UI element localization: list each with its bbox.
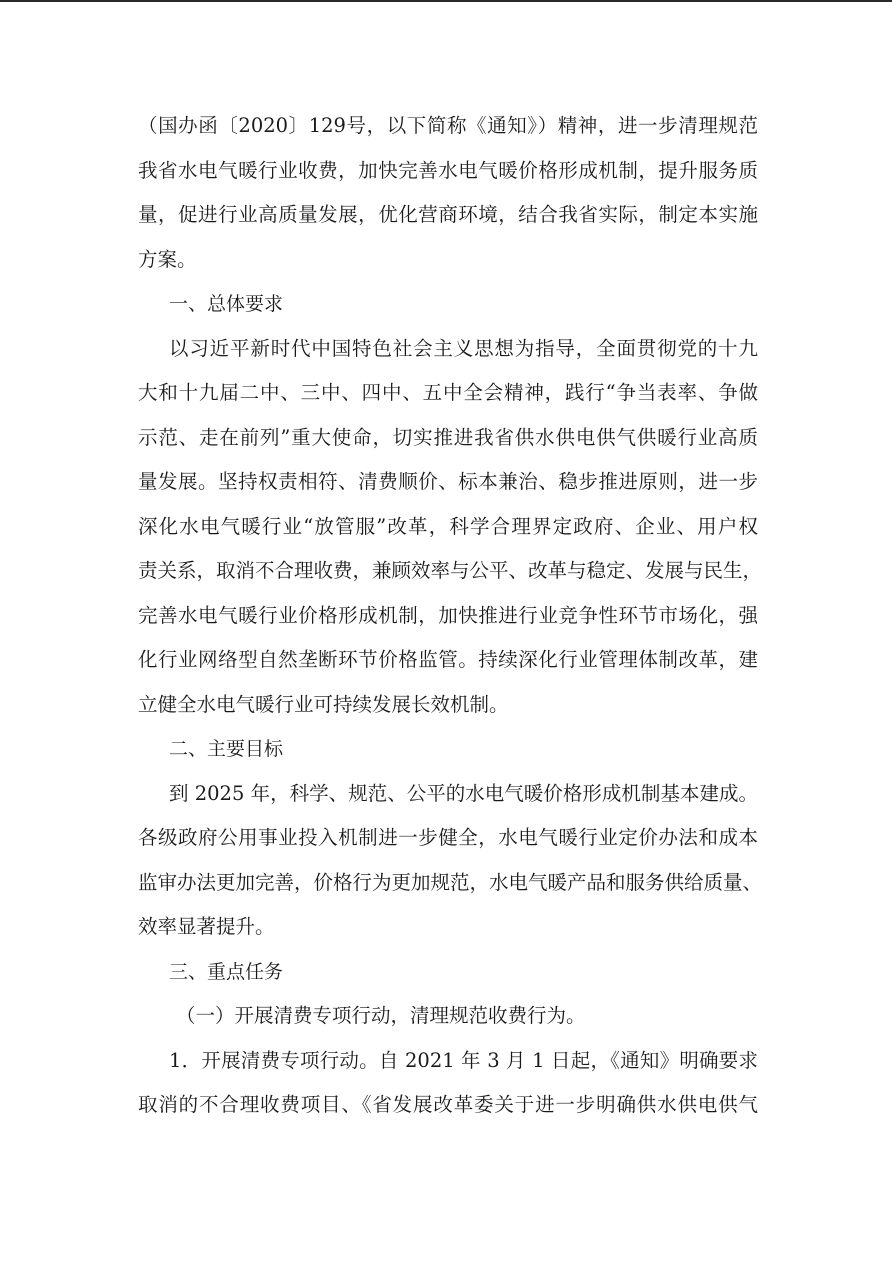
general-requirements-paragraph-line: 量发展。坚持权责相符、清费顺价、标本兼治、稳步推进原则，进一步 — [138, 470, 758, 493]
subsection-heading-fee-cleanup: （一）开展清费专项行动，清理规范收费行为。 — [176, 1004, 586, 1027]
document-page — [138, 104, 763, 1128]
key-tasks-paragraph-line: 1．开展清费专项行动。自 2021 年 3 月 1 日起，《通知》明确要求 — [169, 1048, 758, 1072]
intro-paragraph-line: 量，促进行业高质量发展，优化营商环境，结合我省实际，制定本实施 — [138, 203, 758, 226]
main-goals-paragraph-line: 效率显著提升。 — [138, 915, 275, 938]
section-heading-main-goals: 二、主要目标 — [169, 738, 284, 760]
general-requirements-paragraph-line: 责关系，取消不合理收费，兼顾效率与公平、改革与稳定、发展与民生， — [138, 559, 763, 582]
general-requirements-paragraph-line: 化行业网络型自然垄断环节价格监管。持续深化行业管理体制改革，建 — [138, 648, 758, 671]
main-goals-paragraph-line: 各级政府公用事业投入机制进一步健全，水电气暖行业定价办法和成本 — [138, 826, 758, 849]
key-tasks-paragraph-line: 取消的不合理收费项目、《省发展改革委关于进一步明确供水供电供气 — [138, 1093, 758, 1116]
main-goals-paragraph-line: 到 2025 年，科学、规范、公平的水电气暖价格形成机制基本建成。 — [169, 781, 758, 805]
page-top-border — [0, 0, 892, 2]
intro-paragraph-line: （国办函〔2020〕129号，以下简称《通知》）精神，进一步清理规范 — [138, 114, 758, 137]
general-requirements-paragraph-line: 深化水电气暖行业“放管服”改革，科学合理界定政府、企业、用户权 — [138, 514, 758, 538]
intro-paragraph-line: 方案。 — [138, 247, 197, 271]
main-goals-paragraph-line: 监审办法更加完善，价格行为更加规范，水电气暖产品和服务供给质量、 — [138, 870, 763, 894]
general-requirements-paragraph-line: 完善水电气暖行业价格形成机制，加快推进行业竞争性环节市场化，强 — [138, 603, 758, 627]
general-requirements-paragraph-line: 示范、走在前列”重大使命，切实推进我省供水供电供气供暖行业高质 — [138, 425, 758, 449]
section-heading-general-requirements: 一、总体要求 — [169, 293, 284, 315]
general-requirements-paragraph-line: 大和十九届二中、三中、四中、五中全会精神，践行“争当表率、争做 — [138, 381, 758, 404]
general-requirements-paragraph-line: 立健全水电气暖行业可持续发展长效机制。 — [138, 692, 509, 716]
intro-paragraph-line: 我省水电气暖行业收费，加快完善水电气暖价格形成机制，提升服务质 — [138, 158, 758, 182]
general-requirements-paragraph-line: 以习近平新时代中国特色社会主义思想为指导，全面贯彻党的十九 — [169, 336, 758, 360]
section-heading-key-tasks: 三、重点任务 — [169, 960, 284, 983]
